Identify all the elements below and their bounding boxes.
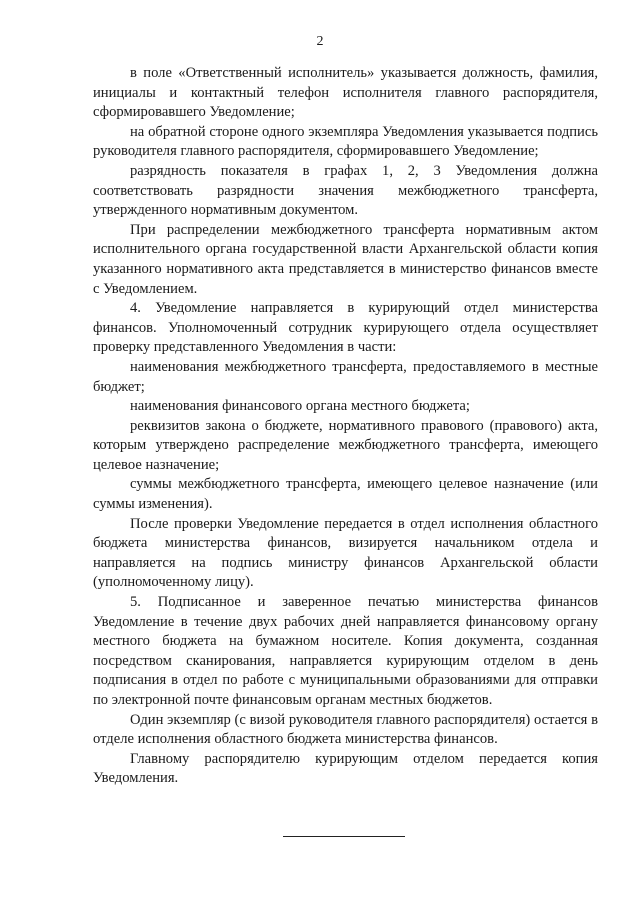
paragraph-digit-capacity: разрядность показателя в графах 1, 2, 3 Уведомления должна соответствовать разрядности значения межбюджетного трансферта, утвержденного нормативным документом.: [93, 162, 598, 219]
paragraph-check-sums: суммы межбюджетного трансферта, имеющего целевое назначение (или суммы изменения).: [93, 476, 598, 513]
paragraph-check-transfer-name: наименования межбюджетного трансферта, предоставляемого в местные бюджет;: [93, 358, 598, 395]
paragraph-check-law-details: реквизитов закона о бюджете, нормативного правового (правового) акта, которым утверждено распределение межбюджетного трансферта, имеющего целевое назначение;: [93, 417, 598, 473]
paragraph-item-4: 4. Уведомление направляется в курирующий отдел министерства финансов. Уполномоченный сотрудник курирующего отдела осуществляет проверку представленного Уведомления в части:: [93, 300, 598, 356]
page-number: 2: [316, 34, 324, 49]
paragraph-main-distributor-copy: Главному распорядителю курирующим отделом передается копия Уведомления.: [93, 750, 598, 787]
paragraph-after-check: После проверки Уведомление передается в отдел исполнения областного бюджета министерства финансов, визируется начальником отдела и направляется на подпись министру финансов Архангельской области (уполномоченному лицу).: [93, 515, 598, 591]
paragraph-normative-act-copy: При распределении межбюджетного трансферта нормативным актом исполнительного органа государственной власти Архангельской области копия указанного нормативного акта представляется в министерство финансов вместе с Уведомлением.: [93, 221, 598, 297]
paragraph-check-finance-body: наименования финансового органа местного бюджета;: [130, 398, 470, 415]
paragraph-item-5: 5. Подписанное и заверенное печатью министерства финансов Уведомление в течение двух рабочих дней направляется финансовому органу местного бюджета на бумажном носителе. Копия документа, созданная посредством сканирования, направляется курирующим отделом в день подписания в отдел по работе с муниципальными образованиями для отправки по электронной почте финансовым органам местных бюджетов.: [93, 594, 598, 708]
end-divider-line: [283, 836, 405, 837]
paragraph-responsible-executor: в поле «Ответственный исполнитель» указывается должность, фамилия, инициалы и контактный телефон исполнителя главного распорядителя, сформировавшего Уведомление;: [93, 65, 598, 121]
document-body: [93, 64, 598, 789]
paragraph-signature: на обратной стороне одного экземпляра Уведомления указывается подпись руководителя главного распорядителя, сформировавшего Уведомление;: [93, 123, 598, 160]
paragraph-one-copy: Один экземпляр (с визой руководителя главного распорядителя) остается в отделе исполнения областного бюджета министерства финансов.: [93, 711, 598, 748]
